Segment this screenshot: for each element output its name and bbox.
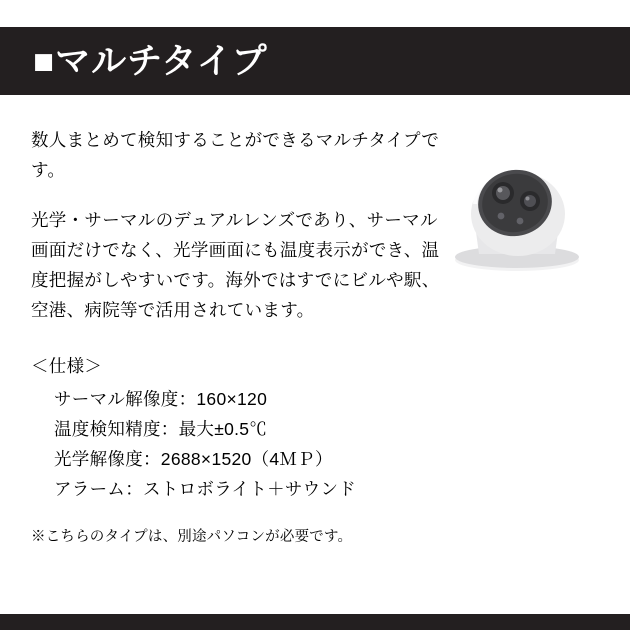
spec-item-temperature-accuracy: 温度検知精度：最大±0.5℃ (54, 418, 268, 439)
header-title-text: マルチタイプ (55, 41, 268, 81)
page-title (33, 41, 268, 81)
footnote: ※こちらのタイプは、別途パソコンが必要です。 (31, 528, 353, 545)
paragraph-description: 光学・サーマルのデュアルレンズであり、サーマル画面だけでなく、光学画面にも温度表示ができ、温度把握がしやすいです。海外ではすでにビルや駅、空港、病院等で活用されています。 (31, 210, 440, 321)
spec-list (31, 384, 599, 504)
paragraph-intro: 数人まとめて検知することができるマルチタイプです。 (31, 130, 440, 181)
spec-heading: ＜仕様＞ (31, 355, 103, 376)
spec-item-alarm: アラーム：ストロボライト＋サウンド (54, 478, 357, 499)
spec-item-thermal-resolution: サーマル解像度：160×120 (54, 388, 268, 409)
footer-band (0, 614, 630, 630)
header-band (0, 27, 630, 95)
body-content (31, 125, 599, 549)
spec-item-optical-resolution: 光学解像度：2688×1520（4ＭＰ） (54, 448, 333, 469)
header-bullet: ■ (33, 41, 56, 81)
